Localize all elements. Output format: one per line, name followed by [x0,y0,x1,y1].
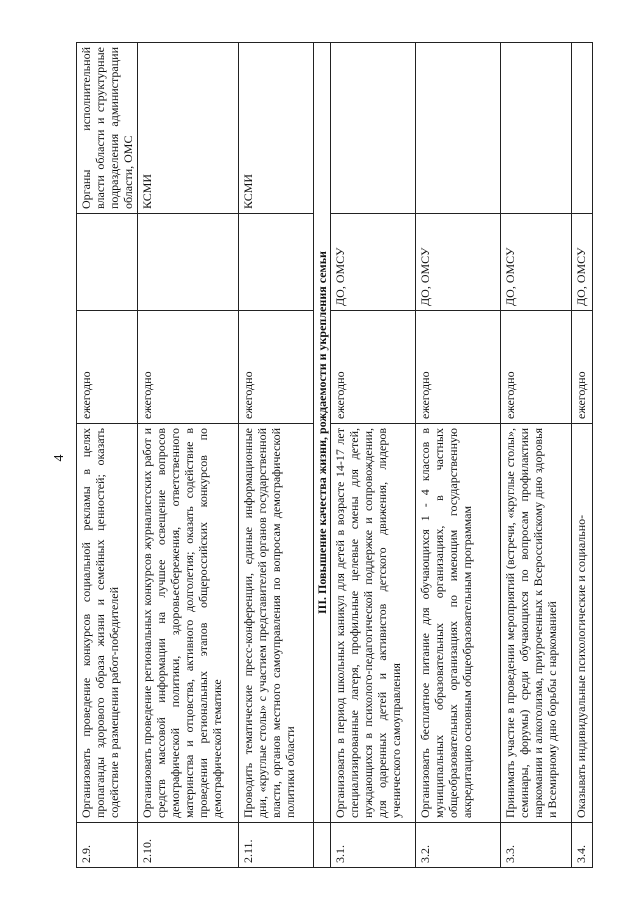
row-responsible [416,43,501,214]
row-number: 3.1. [331,823,416,868]
table-row [77,43,138,868]
table-row [501,43,572,868]
table-row [331,43,416,868]
row-executor [138,214,239,311]
row-number: 3.2. [416,823,501,868]
row-term: ежегодно [77,311,138,424]
measures-table [76,42,593,868]
row-number: 3.3. [501,823,572,868]
section-spacer [314,823,331,868]
table-row [138,43,239,868]
row-responsible [572,43,593,214]
row-executor [77,214,138,311]
row-responsible: КСМИ [239,43,314,214]
table-row [239,43,314,868]
row-number: 3.4. [572,823,593,868]
section-title: III. Повышение качества жизни, рождаемости и укрепления семьи [314,43,331,823]
row-executor: ДО, ОМСУ [416,214,501,311]
table-row [416,43,501,868]
row-number: 2.11. [239,823,314,868]
row-action: Принимать участие в проведении мероприятий (встречи, «круглые столы», семинары, форумы) среди обучающихся по вопросам профилактики наркомании и алкоголизма, приуроченных к Всероссийскому дню здоровья и Всемирному дню борьбы с наркоманией [501,424,572,823]
row-responsible: КСМИ [138,43,239,214]
table-row [572,43,593,868]
row-executor [239,214,314,311]
row-executor: ДО, ОМСУ [572,214,593,311]
row-term: ежегодно [501,311,572,424]
rotated-table-container [76,42,607,868]
row-action: Проводить тематические пресс-конференции, единые информационные дни, «круглые столы» с участием представителей органов государственной власти, органов местного самоуправления по вопросам демографической политики области [239,424,314,823]
row-term: ежегодно [572,311,593,424]
row-number: 2.9. [77,823,138,868]
row-responsible [331,43,416,214]
row-term: ежегодно [416,311,501,424]
row-responsible: Органы исполнительной власти области и структурные подразделения администрации области, ОМС [77,43,138,214]
row-action: Организовать бесплатное питание для обучающихся 1 - 4 классов в муниципальных образовательных организациях, в частных общеобразовательных организациях по имеющим государственную аккредитацию основным общеобразовательным программам [416,424,501,823]
row-term: ежегодно [239,311,314,424]
row-action: Организовать проведение региональных конкурсов журналистских работ и средств массовой информации на лучшее освещение вопросов демографической политики, здоровьесбережения, ответственного материнства и отцовства, активного долголетия; оказать содействие в проведении региональных этапов общероссийских конкурсов по демографической тематике [138,424,239,823]
row-term: ежегодно [331,311,416,424]
row-responsible [501,43,572,214]
section-row [314,43,331,868]
row-action: Оказывать индивидуальные психологические и социально- [572,424,593,823]
row-executor: ДО, ОМСУ [331,214,416,311]
row-action: Организовать проведение конкурсов социальной рекламы в целях пропаганды здорового образа жизни и семейных ценностей; оказать содействие в размещении работ-победителей [77,424,138,823]
page-number: 4 [52,454,67,462]
row-number: 2.10. [138,823,239,868]
row-action: Организовать в период школьных каникул для детей в возрасте 14-17 лет специализированные лагеря, профильные целевые смены для детей, нуждающихся в психолого-педагогической поддержке и сопровождении, для одаренных детей и активистов детского движения, лидеров ученического самоуправления [331,424,416,823]
row-executor: ДО, ОМСУ [501,214,572,311]
row-term: ежегодно [138,311,239,424]
